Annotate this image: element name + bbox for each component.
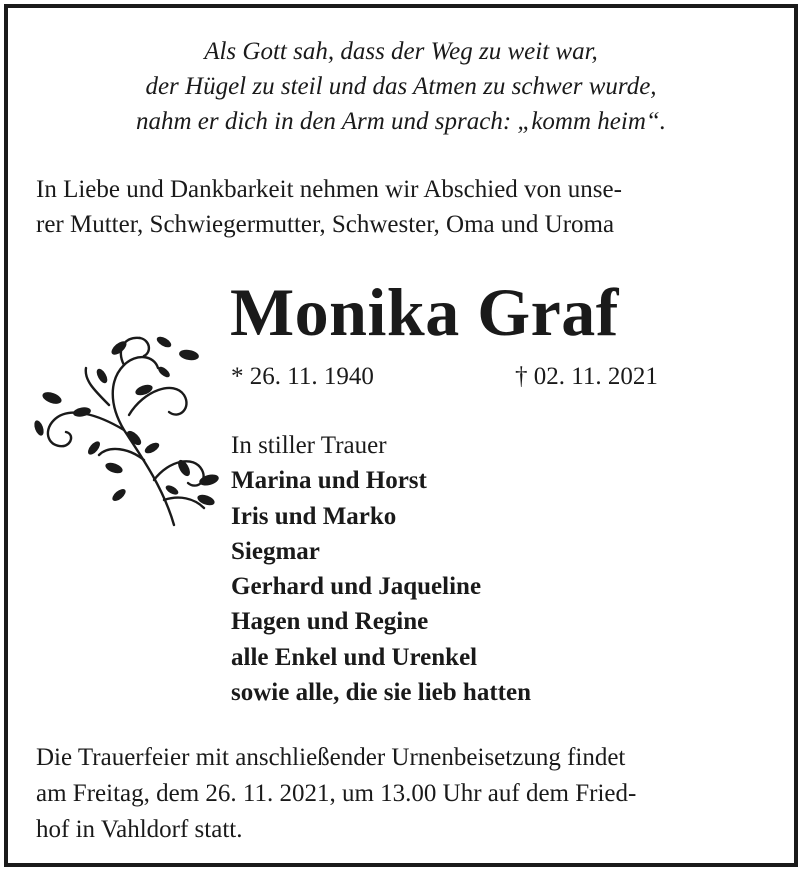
mourner-name: sowie alle, die sie lieb hatten xyxy=(231,679,531,707)
poem-line: Als Gott sah, dass der Weg zu weit war, xyxy=(204,38,598,65)
poem-line: der Hügel zu steil und das Atmen zu schwer wurde, xyxy=(145,73,657,100)
obituary-notice xyxy=(4,4,798,867)
mourners-heading: In stiller Trauer xyxy=(231,432,387,459)
poem xyxy=(8,34,794,139)
mourners-list xyxy=(231,428,531,710)
mourner-name: Iris und Marko xyxy=(231,502,397,530)
poem-line: nahm er dich in den Arm und sprach: „komm heim“. xyxy=(135,108,667,135)
intro-line: In Liebe und Dankbarkeit nehmen wir Abschied von unse- xyxy=(36,176,622,203)
intro-line: rer Mutter, Schwiegermutter, Schwester, Oma und Uroma xyxy=(36,211,615,238)
service-line: am Freitag, dem 26. 11. 2021, um 13.00 Uhr auf dem Fried- xyxy=(36,780,637,807)
mourner-name: Hagen und Regine xyxy=(231,608,429,636)
mourner-name: Marina und Horst xyxy=(231,467,427,495)
birth-date: * 26. 11. 1940 xyxy=(231,363,374,390)
mourner-name: alle Enkel und Urenkel xyxy=(231,643,478,671)
intro-text xyxy=(36,172,766,242)
mourner-name: Siegmar xyxy=(231,537,320,565)
service-line: Die Trauerfeier mit anschließender Urnenbeisetzung findet xyxy=(36,744,626,771)
service-line: hof in Vahldorf statt. xyxy=(36,816,243,843)
mourner-name: Gerhard und Jaqueline xyxy=(231,573,482,601)
floral-branch-icon xyxy=(24,320,234,530)
funeral-service-info xyxy=(36,740,776,848)
deceased-name: Monika Graf xyxy=(230,274,619,350)
death-date: † 02. 11. 2021 xyxy=(515,363,658,390)
